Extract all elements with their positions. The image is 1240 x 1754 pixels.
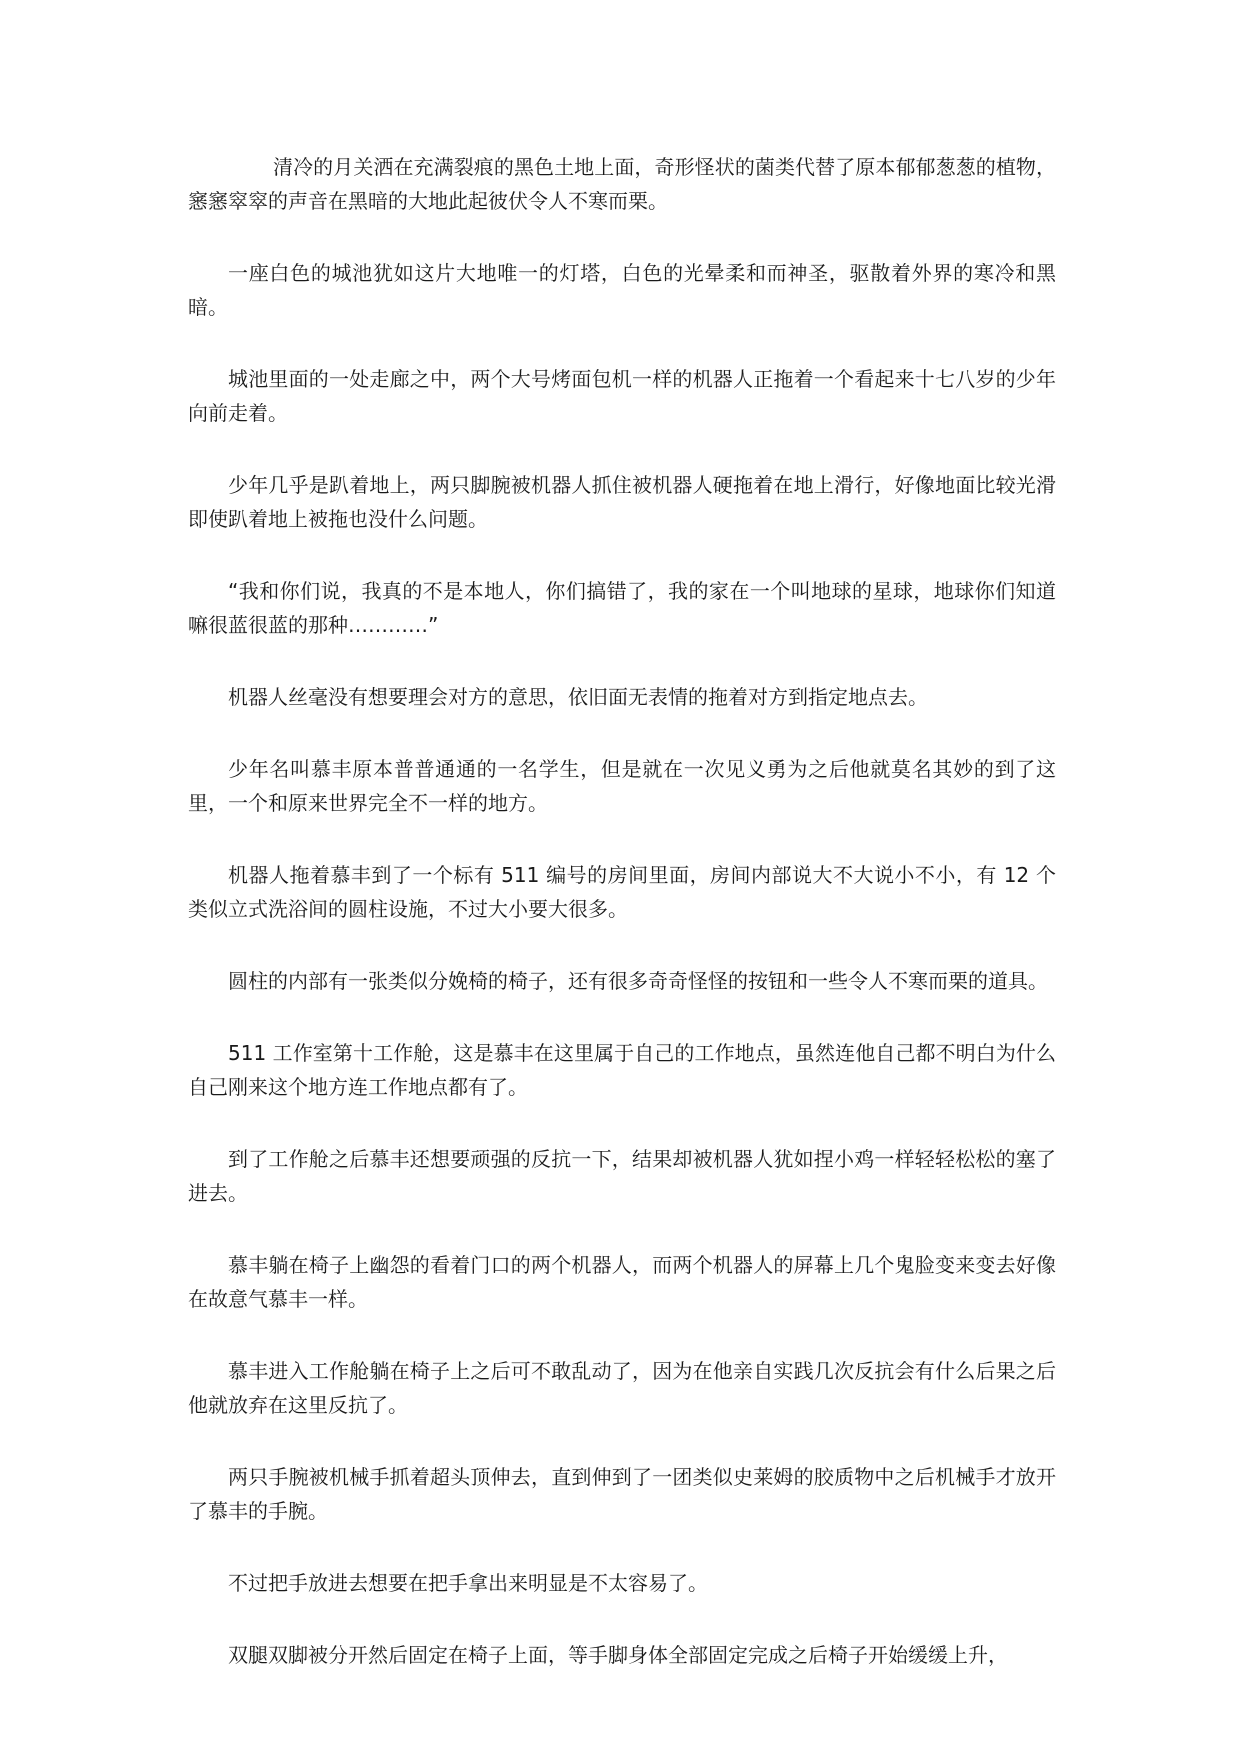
paragraph: 到了工作舱之后慕丰还想要顽强的反抗一下，结果却被机器人犹如捏小鸡一样轻轻松松的塞了进去。 <box>188 1147 1056 1205</box>
paragraph: 圆柱的内部有一张类似分娩椅的椅子，还有很多奇奇怪怪的按钮和一些令人不寒而栗的道具。 <box>228 969 1048 993</box>
body-text <box>188 150 1056 1710</box>
paragraph: 慕丰进入工作舱躺在椅子上之后可不敢乱动了，因为在他亲自实践几次反抗会有什么后果之后他就放弃在这里反抗了。 <box>188 1359 1056 1417</box>
paragraph: 机器人拖着慕丰到了一个标有 511 编号的房间里面，房间内部说大不大说小不小，有 12 个类似立式洗浴间的圆柱设施，不过大小要大很多。 <box>188 863 1056 921</box>
paragraph: 双腿双脚被分开然后固定在椅子上面，等手脚身体全部固定完成之后椅子开始缓缓上升， <box>228 1643 1008 1667</box>
paragraph: 机器人丝毫没有想要理会对方的意思，依旧面无表情的拖着对方到指定地点去。 <box>228 685 928 709</box>
paragraph: “我和你们说，我真的不是本地人，你们搞错了，我的家在一个叫地球的星球，地球你们知道嘛很蓝很蓝的那种…………” <box>188 579 1056 637</box>
paragraph: 慕丰躺在椅子上幽怨的看着门口的两个机器人，而两个机器人的屏幕上几个鬼脸变来变去好像在故意气慕丰一样。 <box>188 1253 1056 1311</box>
paragraph: 清冷的月关洒在充满裂痕的黑色土地上面，奇形怪状的菌类代替了原本郁郁葱葱的植物，窸窸窣窣的声音在黑暗的大地此起彼伏令人不寒而栗。 <box>188 155 1056 213</box>
paragraph: 一座白色的城池犹如这片大地唯一的灯塔，白色的光晕柔和而神圣，驱散着外界的寒冷和黑暗。 <box>188 261 1056 319</box>
paragraph: 少年名叫慕丰原本普普通通的一名学生，但是就在一次见义勇为之后他就莫名其妙的到了这里，一个和原来世界完全不一样的地方。 <box>188 757 1056 815</box>
paragraph: 少年几乎是趴着地上，两只脚腕被机器人抓住被机器人硬拖着在地上滑行，好像地面比较光滑即使趴着地上被拖也没什么问题。 <box>188 473 1056 531</box>
paragraph: 不过把手放进去想要在把手拿出来明显是不太容易了。 <box>228 1571 708 1595</box>
paragraph: 两只手腕被机械手抓着超头顶伸去，直到伸到了一团类似史莱姆的胶质物中之后机械手才放开了慕丰的手腕。 <box>188 1465 1056 1523</box>
paragraph: 511 工作室第十工作舱，这是慕丰在这里属于自己的工作地点，虽然连他自己都不明白为什么自己刚来这个地方连工作地点都有了。 <box>188 1041 1056 1099</box>
paragraph: 城池里面的一处走廊之中，两个大号烤面包机一样的机器人正拖着一个看起来十七八岁的少年向前走着。 <box>188 367 1056 425</box>
